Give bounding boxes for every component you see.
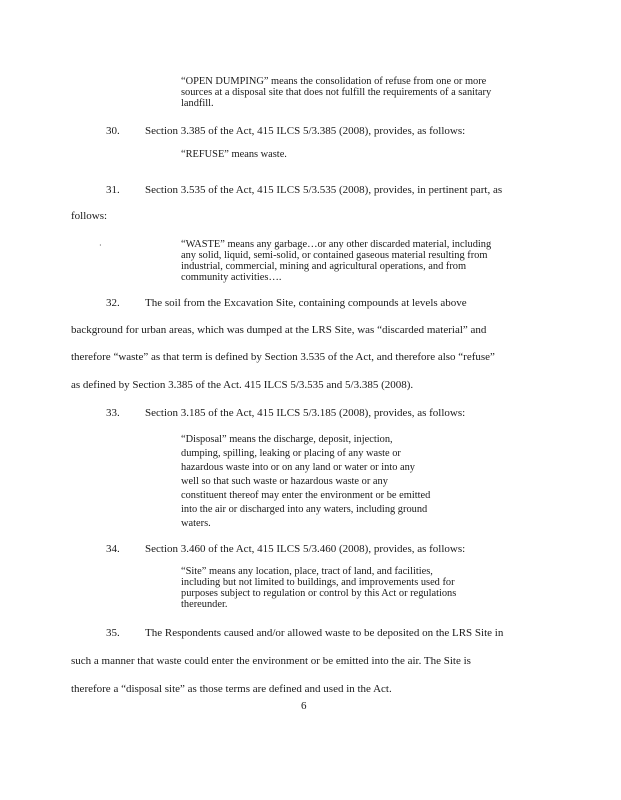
open-dumping-quote-line-1: “OPEN DUMPING” means the consolidation of refuse from one or more bbox=[181, 76, 487, 87]
site-definition-quote-line-1: “Site” means any location, place, tract of land, and facilities, bbox=[181, 566, 433, 577]
paragraph-33-number: 33. bbox=[106, 407, 120, 419]
paragraph-31-text: Section 3.535 of the Act, 415 ILCS 5/3.535 (2008), provides, in pertinent part, as bbox=[145, 184, 503, 196]
paragraph-32-line-2: background for urban areas, which was dumped at the LRS Site, was “discarded material” and bbox=[71, 324, 487, 336]
site-definition-quote-line-2: including but not limited to buildings, and improvements used for bbox=[181, 577, 455, 588]
waste-definition-quote-line-4: community activities…. bbox=[181, 272, 282, 283]
disposal-definition-quote-line-1: “Disposal” means the discharge, deposit, injection, bbox=[181, 434, 393, 445]
disposal-definition-quote-line-3: hazardous waste into or on any land or water or into any bbox=[181, 462, 416, 473]
paragraph-32-line-1: The soil from the Excavation Site, containing compounds at levels above bbox=[145, 297, 467, 309]
paragraph-30-number: 30. bbox=[106, 125, 120, 137]
paragraph-34-number: 34. bbox=[106, 543, 120, 555]
paragraph-35-line-1: The Respondents caused and/or allowed waste to be deposited on the LRS Site in bbox=[145, 627, 504, 639]
open-dumping-quote-line-3: landfill. bbox=[181, 98, 214, 109]
paragraph-31-number: 31. bbox=[106, 184, 120, 196]
disposal-definition-quote-line-7: waters. bbox=[181, 518, 211, 529]
site-definition-quote-line-3: purposes subject to regulation or control by this Act or regulations bbox=[181, 588, 457, 599]
disposal-definition-quote-line-2: dumping, spilling, leaking or placing of any waste or bbox=[181, 448, 401, 459]
open-dumping-quote-line-2: sources at a disposal site that does not fulfill the requirements of a sanitary bbox=[181, 87, 492, 98]
waste-definition-quote-line-3: industrial, commercial, mining and agricultural operations, and from bbox=[181, 261, 467, 272]
paragraph-32-line-3: therefore “waste” as that term is defined by Section 3.535 of the Act, and therefore also “refuse” bbox=[71, 351, 495, 363]
page-number: 6 bbox=[301, 700, 307, 712]
paragraph-35-number: 35. bbox=[106, 627, 120, 639]
paragraph-31-continuation: follows: bbox=[71, 210, 108, 222]
waste-definition-quote-line-1: “WASTE” means any garbage…or any other discarded material, including bbox=[181, 239, 492, 250]
disposal-definition-quote-line-6: into the air or discharged into any waters, including ground bbox=[181, 504, 428, 515]
paragraph-35-line-3: therefore a “disposal site” as those terms are defined and used in the Act. bbox=[71, 683, 392, 695]
paragraph-30-text: Section 3.385 of the Act, 415 ILCS 5/3.385 (2008), provides, as follows: bbox=[145, 125, 466, 137]
paragraph-33-text: Section 3.185 of the Act, 415 ILCS 5/3.185 (2008), provides, as follows: bbox=[145, 407, 466, 419]
paragraph-32-number: 32. bbox=[106, 297, 120, 309]
refuse-definition-quote: “REFUSE” means waste. bbox=[181, 149, 287, 160]
site-definition-quote-line-4: thereunder. bbox=[181, 599, 228, 610]
disposal-definition-quote-line-5: constituent thereof may enter the environment or be emitted bbox=[181, 490, 431, 501]
disposal-definition-quote-line-4: well so that such waste or hazardous waste or any bbox=[181, 476, 388, 487]
paragraph-32-line-4: as defined by Section 3.385 of the Act. 415 ILCS 5/3.535 and 5/3.385 (2008). bbox=[71, 379, 414, 391]
paragraph-35-line-2: such a manner that waste could enter the environment or be emitted into the air. The Site is bbox=[71, 655, 471, 667]
stray-mark: · bbox=[99, 241, 102, 250]
paragraph-34-text: Section 3.460 of the Act, 415 ILCS 5/3.460 (2008), provides, as follows: bbox=[145, 543, 466, 555]
waste-definition-quote-line-2: any solid, liquid, semi-solid, or contained gaseous material resulting from bbox=[181, 250, 488, 261]
